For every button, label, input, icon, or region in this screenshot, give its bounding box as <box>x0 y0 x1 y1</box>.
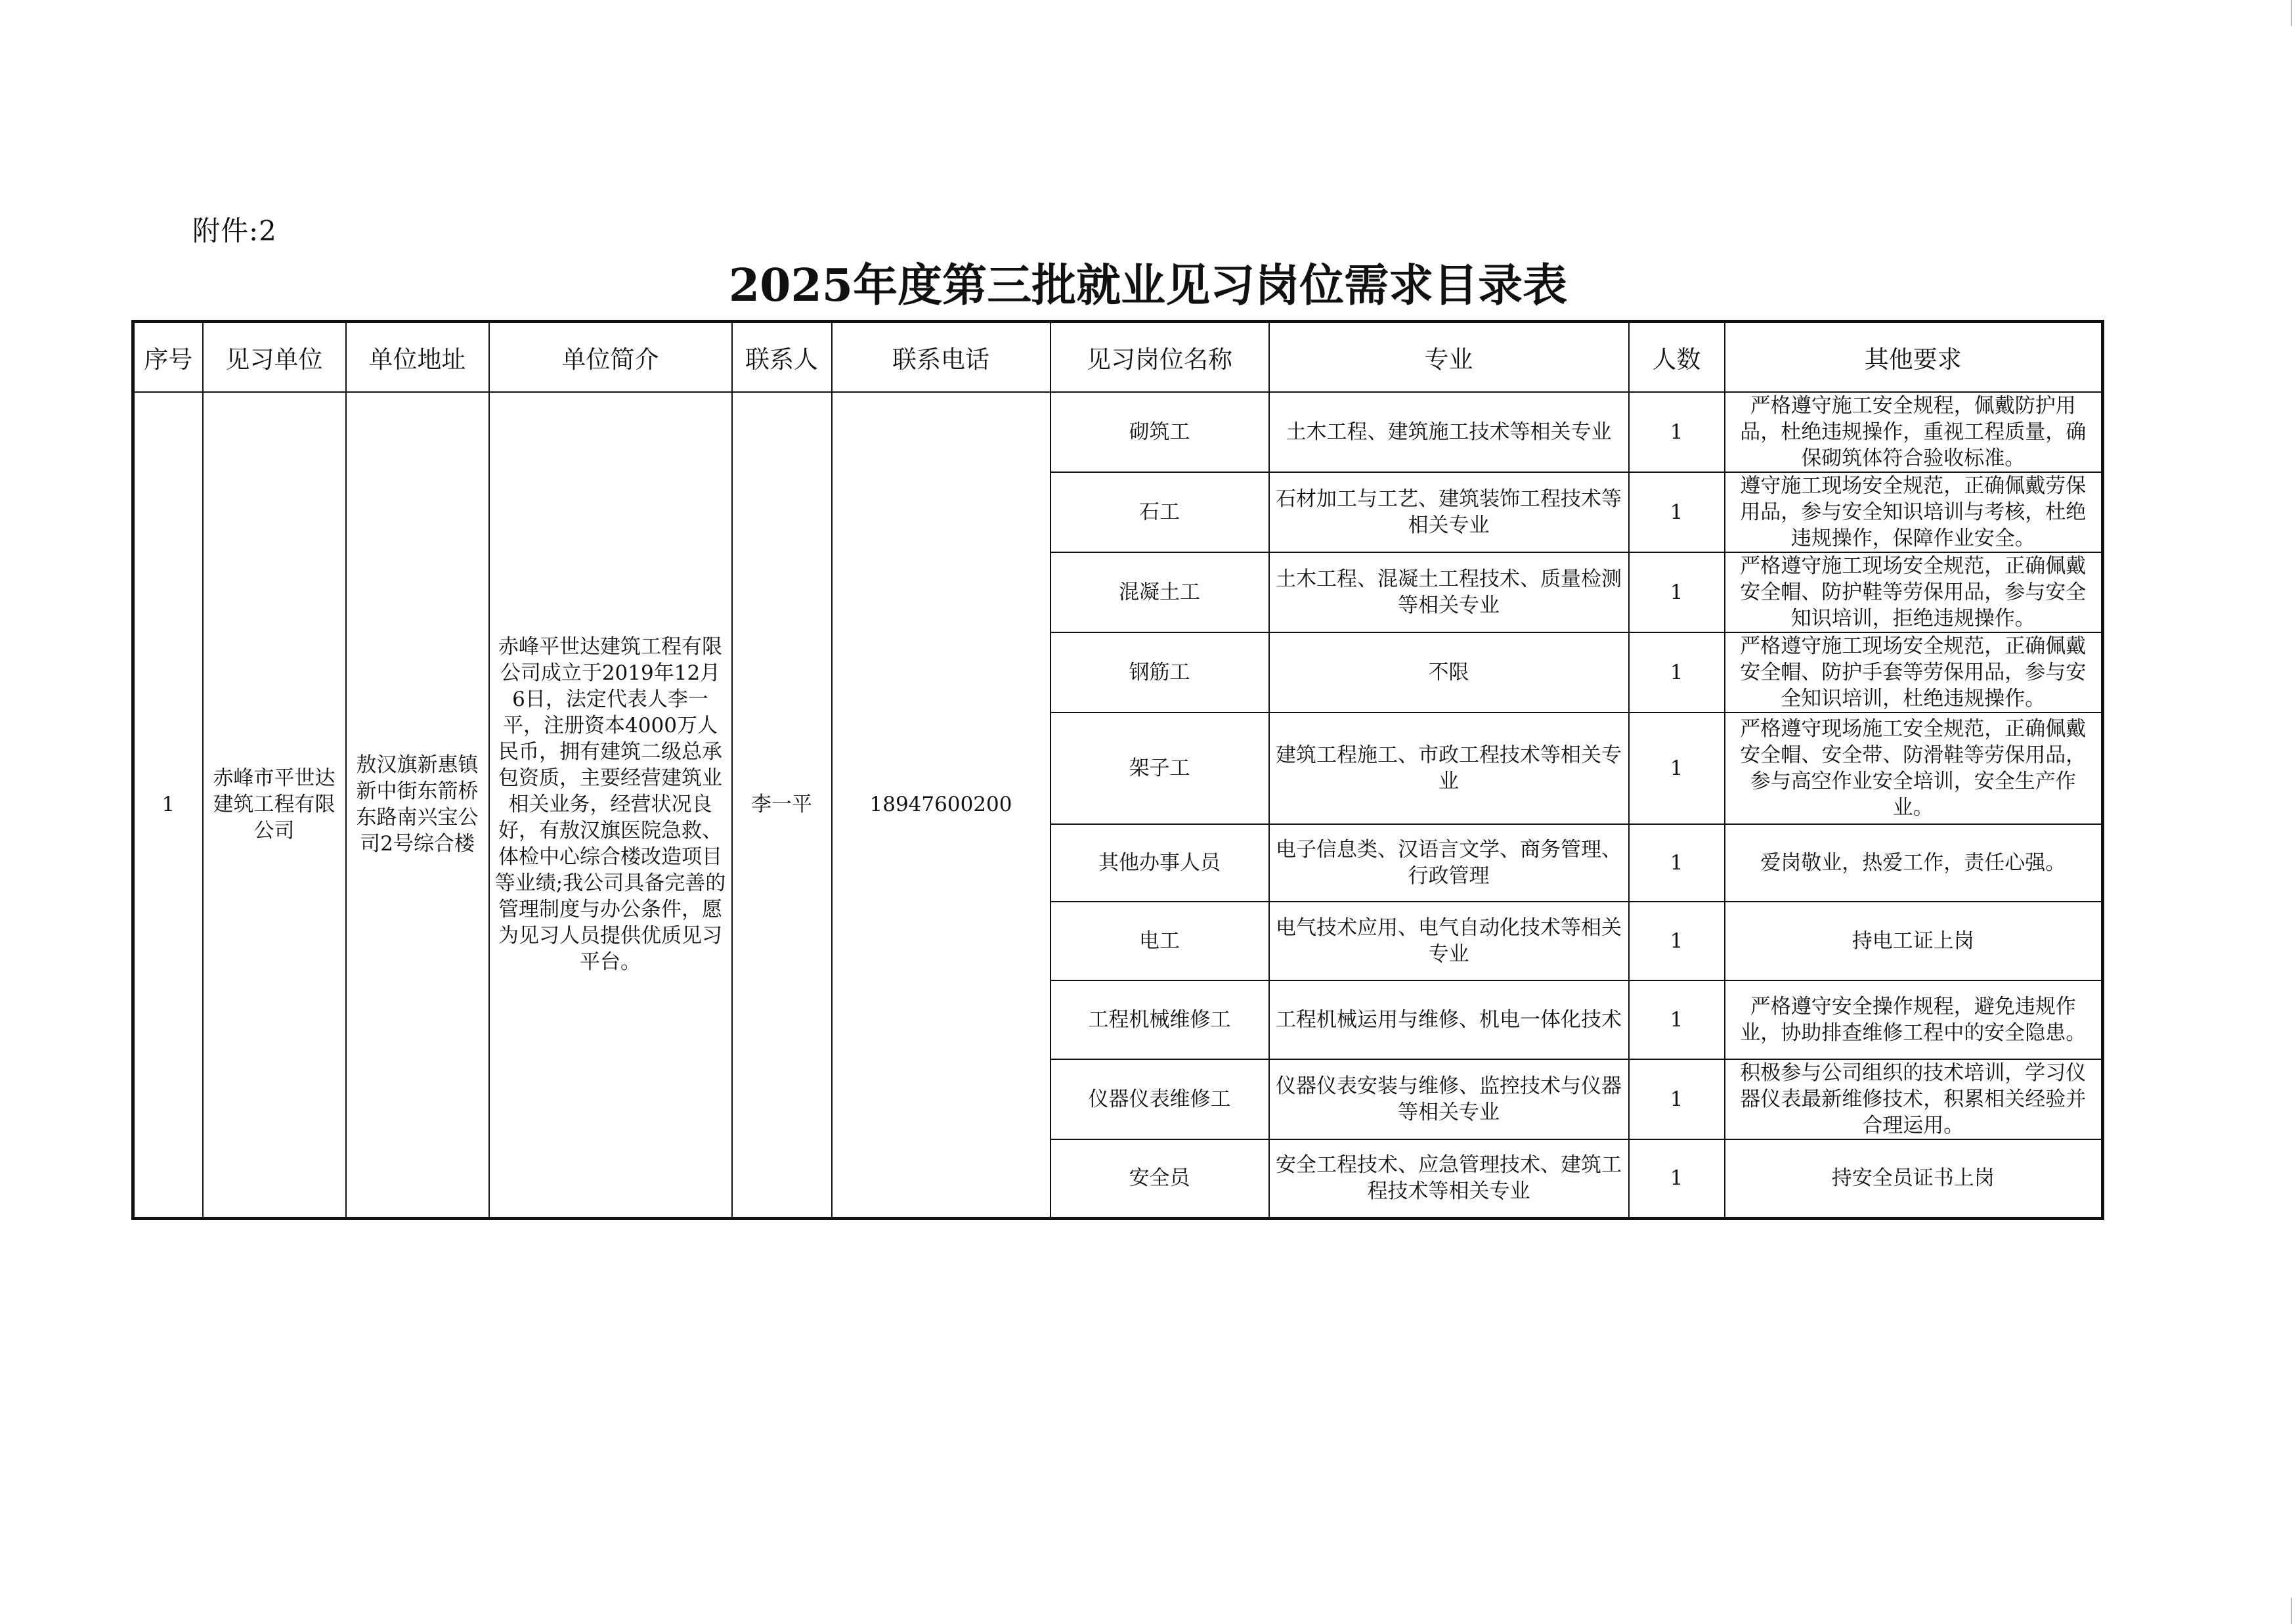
position-name: 工程机械维修工 <box>1051 980 1269 1059</box>
header-contact: 联系人 <box>732 322 832 393</box>
position-name: 石工 <box>1051 472 1269 552</box>
unit-index: 1 <box>133 392 203 1218</box>
header-index: 序号 <box>133 322 203 393</box>
position-count: 1 <box>1629 632 1725 713</box>
position-name: 仪器仪表维修工 <box>1051 1059 1269 1139</box>
attachment-label: 附件:2 <box>192 215 277 247</box>
header-phone: 联系电话 <box>832 322 1051 393</box>
position-major: 工程机械运用与维修、机电一体化技术 <box>1269 980 1629 1059</box>
position-requirement: 爱岗敬业，热爱工作，责任心强。 <box>1725 824 2103 902</box>
position-name: 砌筑工 <box>1051 392 1269 472</box>
position-requirement: 遵守施工现场安全规范，正确佩戴劳保用品，参与安全知识培训与考核，杜绝违规操作，保障作业安全。 <box>1725 472 2103 552</box>
position-name: 架子工 <box>1051 713 1269 824</box>
position-requirement: 严格遵守安全操作规程，避免违规作业，协助排查维修工程中的安全隐患。 <box>1725 980 2103 1059</box>
position-name: 安全员 <box>1051 1139 1269 1218</box>
scan-edge-mark-top <box>2291 0 2296 26</box>
position-count: 1 <box>1629 713 1725 824</box>
position-major: 建筑工程施工、市政工程技术等相关专业 <box>1269 713 1629 824</box>
position-count: 1 <box>1629 552 1725 632</box>
position-requirement: 持电工证上岗 <box>1725 902 2103 980</box>
position-major: 安全工程技术、应急管理技术、建筑工程技术等相关专业 <box>1269 1139 1629 1218</box>
position-name: 混凝土工 <box>1051 552 1269 632</box>
position-requirement: 严格遵守施工现场安全规范，正确佩戴安全帽、防护鞋等劳保用品，参与安全知识培训，拒绝违规操作。 <box>1725 552 2103 632</box>
header-intro: 单位简介 <box>489 322 732 393</box>
position-requirement: 严格遵守施工安全规程，佩戴防护用品，杜绝违规操作，重视工程质量，确保砌筑体符合验收标准。 <box>1725 392 2103 472</box>
position-table <box>131 320 2104 1220</box>
position-major: 电气技术应用、电气自动化技术等相关专业 <box>1269 902 1629 980</box>
scan-edge-mark-bottom <box>2291 1598 2296 1624</box>
position-major: 仪器仪表安装与维修、监控技术与仪器等相关专业 <box>1269 1059 1629 1139</box>
position-major: 土木工程、建筑施工技术等相关专业 <box>1269 392 1629 472</box>
page-title: 2025年度第三批就业见习岗位需求目录表 <box>728 259 1568 312</box>
position-count: 1 <box>1629 902 1725 980</box>
position-count: 1 <box>1629 472 1725 552</box>
unit-address: 敖汉旗新惠镇新中街东箭桥东路南兴宝公司2号综合楼 <box>346 392 489 1218</box>
unit-phone: 18947600200 <box>832 392 1051 1218</box>
header-major: 专业 <box>1269 322 1629 393</box>
unit-name: 赤峰市平世达建筑工程有限公司 <box>203 392 346 1218</box>
position-major: 不限 <box>1269 632 1629 713</box>
unit-intro: 赤峰平世达建筑工程有限公司成立于2019年12月6日，法定代表人李一平，注册资本4000万人民币，拥有建筑二级总承包资质，主要经营建筑业相关业务，经营状况良好，有敖汉旗医院急救、体检中心综合楼改造项目等业绩;我公司具备完善的管理制度与办公条件，愿为见习人员提供优质见习平台。 <box>489 392 732 1218</box>
position-requirement: 持安全员证书上岗 <box>1725 1139 2103 1218</box>
header-position: 见习岗位名称 <box>1051 322 1269 393</box>
header-requirement: 其他要求 <box>1725 322 2103 393</box>
position-requirement: 积极参与公司组织的技术培训，学习仪器仪表最新维修技术，积累相关经验并合理运用。 <box>1725 1059 2103 1139</box>
position-count: 1 <box>1629 980 1725 1059</box>
position-name: 钢筋工 <box>1051 632 1269 713</box>
position-count: 1 <box>1629 1139 1725 1218</box>
position-count: 1 <box>1629 824 1725 902</box>
position-requirement: 严格遵守现场施工安全规范，正确佩戴安全帽、安全带、防滑鞋等劳保用品，参与高空作业安全培训，安全生产作业。 <box>1725 713 2103 824</box>
unit-contact: 李一平 <box>732 392 832 1218</box>
position-count: 1 <box>1629 1059 1725 1139</box>
position-major: 石材加工与工艺、建筑装饰工程技术等相关专业 <box>1269 472 1629 552</box>
position-major: 电子信息类、汉语言文学、商务管理、行政管理 <box>1269 824 1629 902</box>
header-count: 人数 <box>1629 322 1725 393</box>
header-row <box>133 322 2103 393</box>
position-name: 其他办事人员 <box>1051 824 1269 902</box>
table-row <box>133 392 2103 472</box>
position-name: 电工 <box>1051 902 1269 980</box>
header-address: 单位地址 <box>346 322 489 393</box>
header-unit: 见习单位 <box>203 322 346 393</box>
position-major: 土木工程、混凝土工程技术、质量检测等相关专业 <box>1269 552 1629 632</box>
position-requirement: 严格遵守施工现场安全规范，正确佩戴安全帽、防护手套等劳保用品，参与安全知识培训，杜绝违规操作。 <box>1725 632 2103 713</box>
position-count: 1 <box>1629 392 1725 472</box>
